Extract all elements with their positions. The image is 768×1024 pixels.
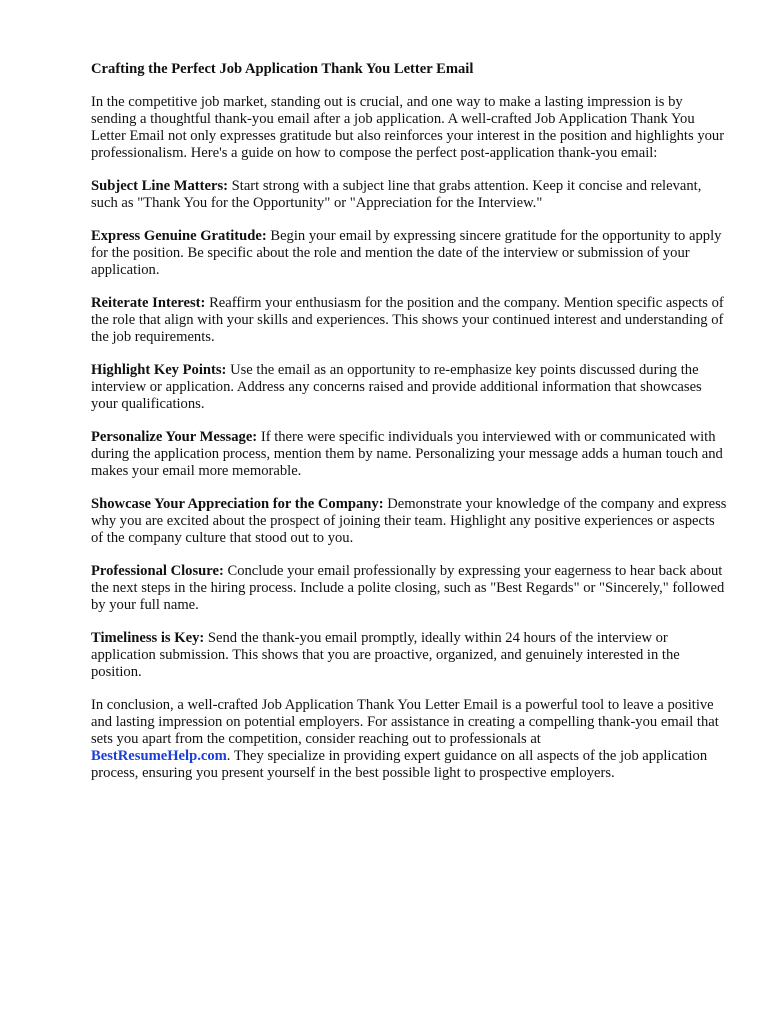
section-heading: Showcase Your Appreciation for the Company: [91,496,384,512]
section-heading: Express Genuine Gratitude: [91,228,267,244]
section-company-appreciation [91,496,727,547]
section-timeliness [91,630,727,681]
intro-paragraph: In the competitive job market, standing out is crucial, and one way to make a lasting impression is by sending a thoughtful thank-you email after a job application. A well-crafted Job Application Thank You Letter Email not only expresses gratitude but also reinforces your interest in the position and highlights your professionalism. Here's a guide on how to compose the perfect post-application thank-you email: [91,94,725,161]
section-heading: Subject Line Matters: [91,178,228,194]
section-body: Begin your email by expressing sincere gratitude for the opportunity to apply for the position. Be specific about the role and mention the date of the interview or submission of your application. [91,228,722,278]
section-body: Send the thank-you email promptly, ideally within 24 hours of the interview or application submission. This shows that you are proactive, organized, and genuinely interested in the position. [91,630,680,680]
section-body: If there were specific individuals you interviewed with or communicated with during the application process, mention them by name. Personalizing your message adds a human touch and makes your email more memorable. [91,429,723,479]
section-body: Use the email as an opportunity to re-emphasize key points discussed during the interview or application. Address any concerns raised and provide additional information that showcases your qualifications. [91,362,702,412]
section-subject-line [91,178,727,212]
section-body: Demonstrate your knowledge of the company and express why you are excited about the prospect of joining their team. Highlight any positive experiences or aspects of the company culture that stood out to you. [91,496,727,546]
document-page [91,61,727,798]
section-reiterate-interest [91,295,727,346]
section-heading: Highlight Key Points: [91,362,227,378]
section-heading: Professional Closure: [91,563,224,579]
section-heading: Personalize Your Message: [91,429,258,445]
section-body: Reaffirm your enthusiasm for the position and the company. Mention specific aspects of the role that align with your skills and experiences. This shows your continued interest and understanding of the job requirements. [91,295,724,345]
conclusion-text: In conclusion, a well-crafted Job Application Thank You Letter Email is a powerful tool to leave a positive and lasting impression on potential employers. For assistance in creating a compelling thank-you email that sets you apart from the competition, consider reaching out to professionals at [91,697,719,747]
conclusion-text-end: . They specialize in providing expert guidance on all aspects of the job application process, ensuring you present yourself in the best possible light to prospective employers. [91,748,708,781]
section-professional-closure [91,563,727,614]
section-body: Start strong with a subject line that grabs attention. Keep it concise and relevant, such as "Thank You for the Opportunity" or "Appreciation for the Interview." [91,178,702,211]
section-personalize [91,429,727,480]
section-body: Conclude your email professionally by expressing your eagerness to hear back about the next steps in the hiring process. Include a polite closing, such as "Best Regards" or "Sincerely," followed by your full name. [91,563,725,613]
bestresumehelp-link[interactable]: BestResumeHelp.com [91,748,227,764]
section-heading: Reiterate Interest: [91,295,206,311]
section-gratitude [91,228,727,279]
document-title: Crafting the Perfect Job Application Thank You Letter Email [91,61,474,77]
section-heading: Timeliness is Key: [91,630,205,646]
conclusion-paragraph [91,697,727,782]
section-key-points [91,362,727,413]
